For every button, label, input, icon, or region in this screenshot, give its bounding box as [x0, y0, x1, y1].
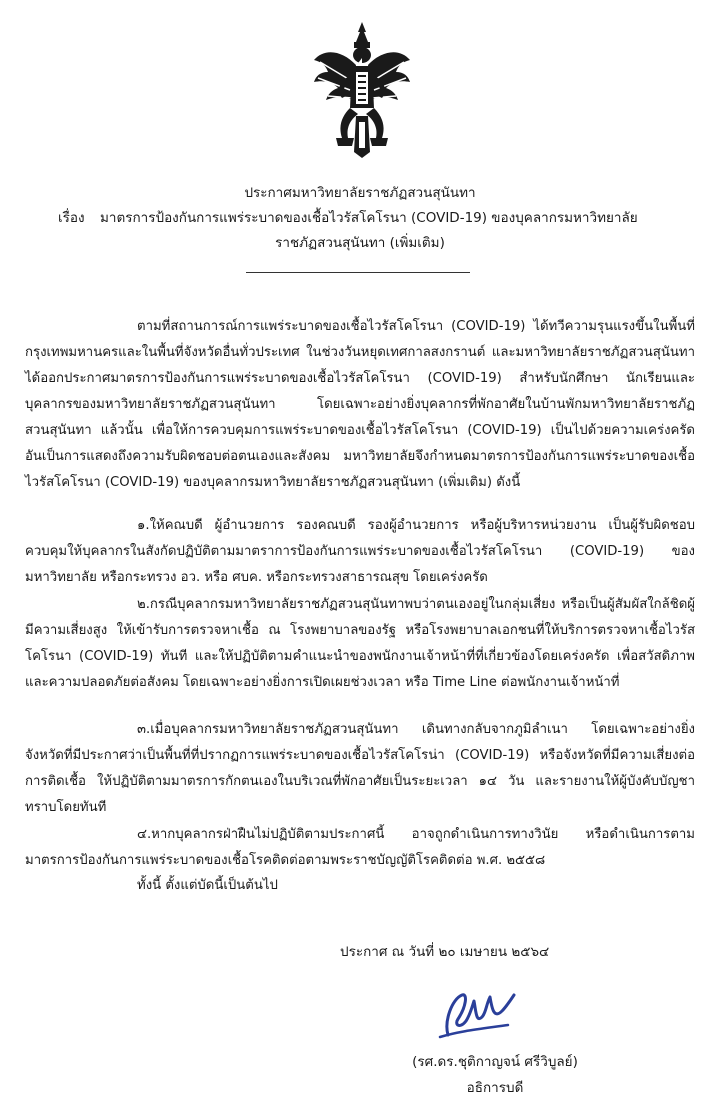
announcement-date: ประกาศ ณ วันที่ ๒๐ เมษายน ๒๕๖๔: [340, 944, 550, 960]
handwritten-signature: [430, 985, 520, 1045]
subject-continuation: ราชภัฏสวนสุนันทา (เพิ่มเติม): [275, 235, 445, 251]
measure-item-2: ๒.กรณีบุคลากรมหาวิทยาลัยราชภัฏสวนสุนันทาพบว่าตนเองอยู่ในกลุ่มเสี่ยง หรือเป็นผู้สัมผัสใกล้ชิดผู้มีความเสี่ยงสูง ให้เข้ารับการตรวจหาเชื้อ ณ โรงพยาบาลของรัฐ หรือโรงพยาบาลเอกชนที่ให้บริการตรวจหาเชื้อไวรัสโคโรนา (COVID-19) ทันที และให้ปฏิบัติตามคำแนะนำของพนักงานเจ้าหน้าที่ที่เกี่ยวข้องโดยเคร่งครัด เพื่อสวัสดิภาพและความปลอดภัยต่อสังคม โดยเฉพาะอย่างยิ่งการเปิดเผยช่วงเวลา หรือ Time Line ต่อพนักงานเจ้าหน้าที่: [25, 597, 695, 690]
subject-text: มาตรการป้องกันการแพร่ระบาดของเชื้อไวรัสโคโรนา (COVID-19) ของบุคลากรมหาวิทยาลัย: [100, 210, 638, 226]
measure-item-3: ๓.เมื่อบุคลากรมหาวิทยาลัยราชภัฏสวนสุนันทา เดินทางกลับจากภูมิลำเนา โดยเฉพาะอย่างยิ่งจังหวัดที่มีประกาศว่าเป็นพื้นที่ที่ปรากฏการแพร่ระบาดของเชื้อไวรัสโคโรน่า (COVID-19) หรือจังหวัดที่มีความเสี่ยงต่อการติดเชื้อ ให้ปฏิบัติตามมาตรการกักตนเองในบริเวณที่พักอาศัยเป็นระยะเวลา ๑๔ วัน และรายงานให้ผู้บังคับบัญชาทราบโดยทันที: [25, 722, 695, 815]
signatory-name: (รศ.ดร.ชุติกาญจน์ ศรีวิบูลย์): [412, 1054, 578, 1070]
subject-line: [58, 206, 698, 231]
measure-item-1: ๑.ให้คณบดี ผู้อำนวยการ รองคณบดี รองผู้อำนวยการ หรือผู้บริหารหน่วยงาน เป็นผู้รับผิดชอบควบคุมให้บุคลากรในสังกัดปฏิบัติตามมาตราการป้องกันการแพร่ระบาดของเชื้อไวรัสโคโรนา (COVID-19) ของมหาวิทยาลัย หรือกระทรวง อว. หรือ ศบค. หรือกระทรวงสาธารณสุข โดยเคร่งครัด: [25, 518, 695, 585]
closing-statement: ทั้งนี้ ตั้งแต่บัดนี้เป็นต้นไป: [137, 878, 278, 893]
garuda-emblem-icon: [312, 20, 412, 160]
measure-item-4: ๔.หากบุคลากรฝ่าฝืนไม่ปฏิบัติตามประกาศนี้ อาจถูกดำเนินการทางวินัย หรือดำเนินการตามมาตรการป้องกันการแพร่ระบาดของเชื้อโรคติดต่อตามพระราชบัญญัติโรคติดต่อ พ.ศ. ๒๕๕๘: [25, 827, 695, 868]
subject-label: เรื่อง: [58, 210, 85, 226]
intro-paragraph: ตามที่สถานการณ์การแพร่ระบาดของเชื้อไวรัสโคโรนา (COVID-19) ได้ทวีความรุนแรงขึ้นในพื้นที่กรุงเทพมหานครและในพื้นที่จังหวัดอื่นทั่วประเทศ ในช่วงวันหยุดเทศกาลสงกรานต์ และมหาวิทยาลัยราชภัฏสวนสุนันทาได้ออกประกาศมาตรการป้องกันการแพร่ระบาดของเชื้อไวรัสโคโรนา (COVID-19) สำหรับนักศึกษา นักเรียนและบุคลากรของมหาวิทยาลัยราชภัฏสวนสุนันทา โดยเฉพาะอย่างยิ่งบุคลากรที่พักอาศัยในบ้านพักมหาวิทยาลัยราชภัฏสวนสุนันทา แล้วนั้น เพื่อให้การควบคุมการแพร่ระบาดของเชื้อไวรัสโคโรนา (COVID-19) เป็นไปด้วยความเคร่งครัด อันเป็นการแสดงถึงความรับผิดชอบต่อตนเองและสังคม มหาวิทยาลัยจึงกำหนดมาตรการป้องกันการแพร่ระบาดของเชื้อไวรัสโคโรนา (COVID-19) ของบุคลากรมหาวิทยาลัยราชภัฏสวนสุนันทา (เพิ่มเติม) ดังนี้: [25, 319, 695, 490]
header-divider: [246, 272, 470, 273]
signatory-title: อธิการบดี: [466, 1080, 524, 1096]
announcement-title: ประกาศมหาวิทยาลัยราชภัฏสวนสุนันทา: [244, 185, 476, 201]
